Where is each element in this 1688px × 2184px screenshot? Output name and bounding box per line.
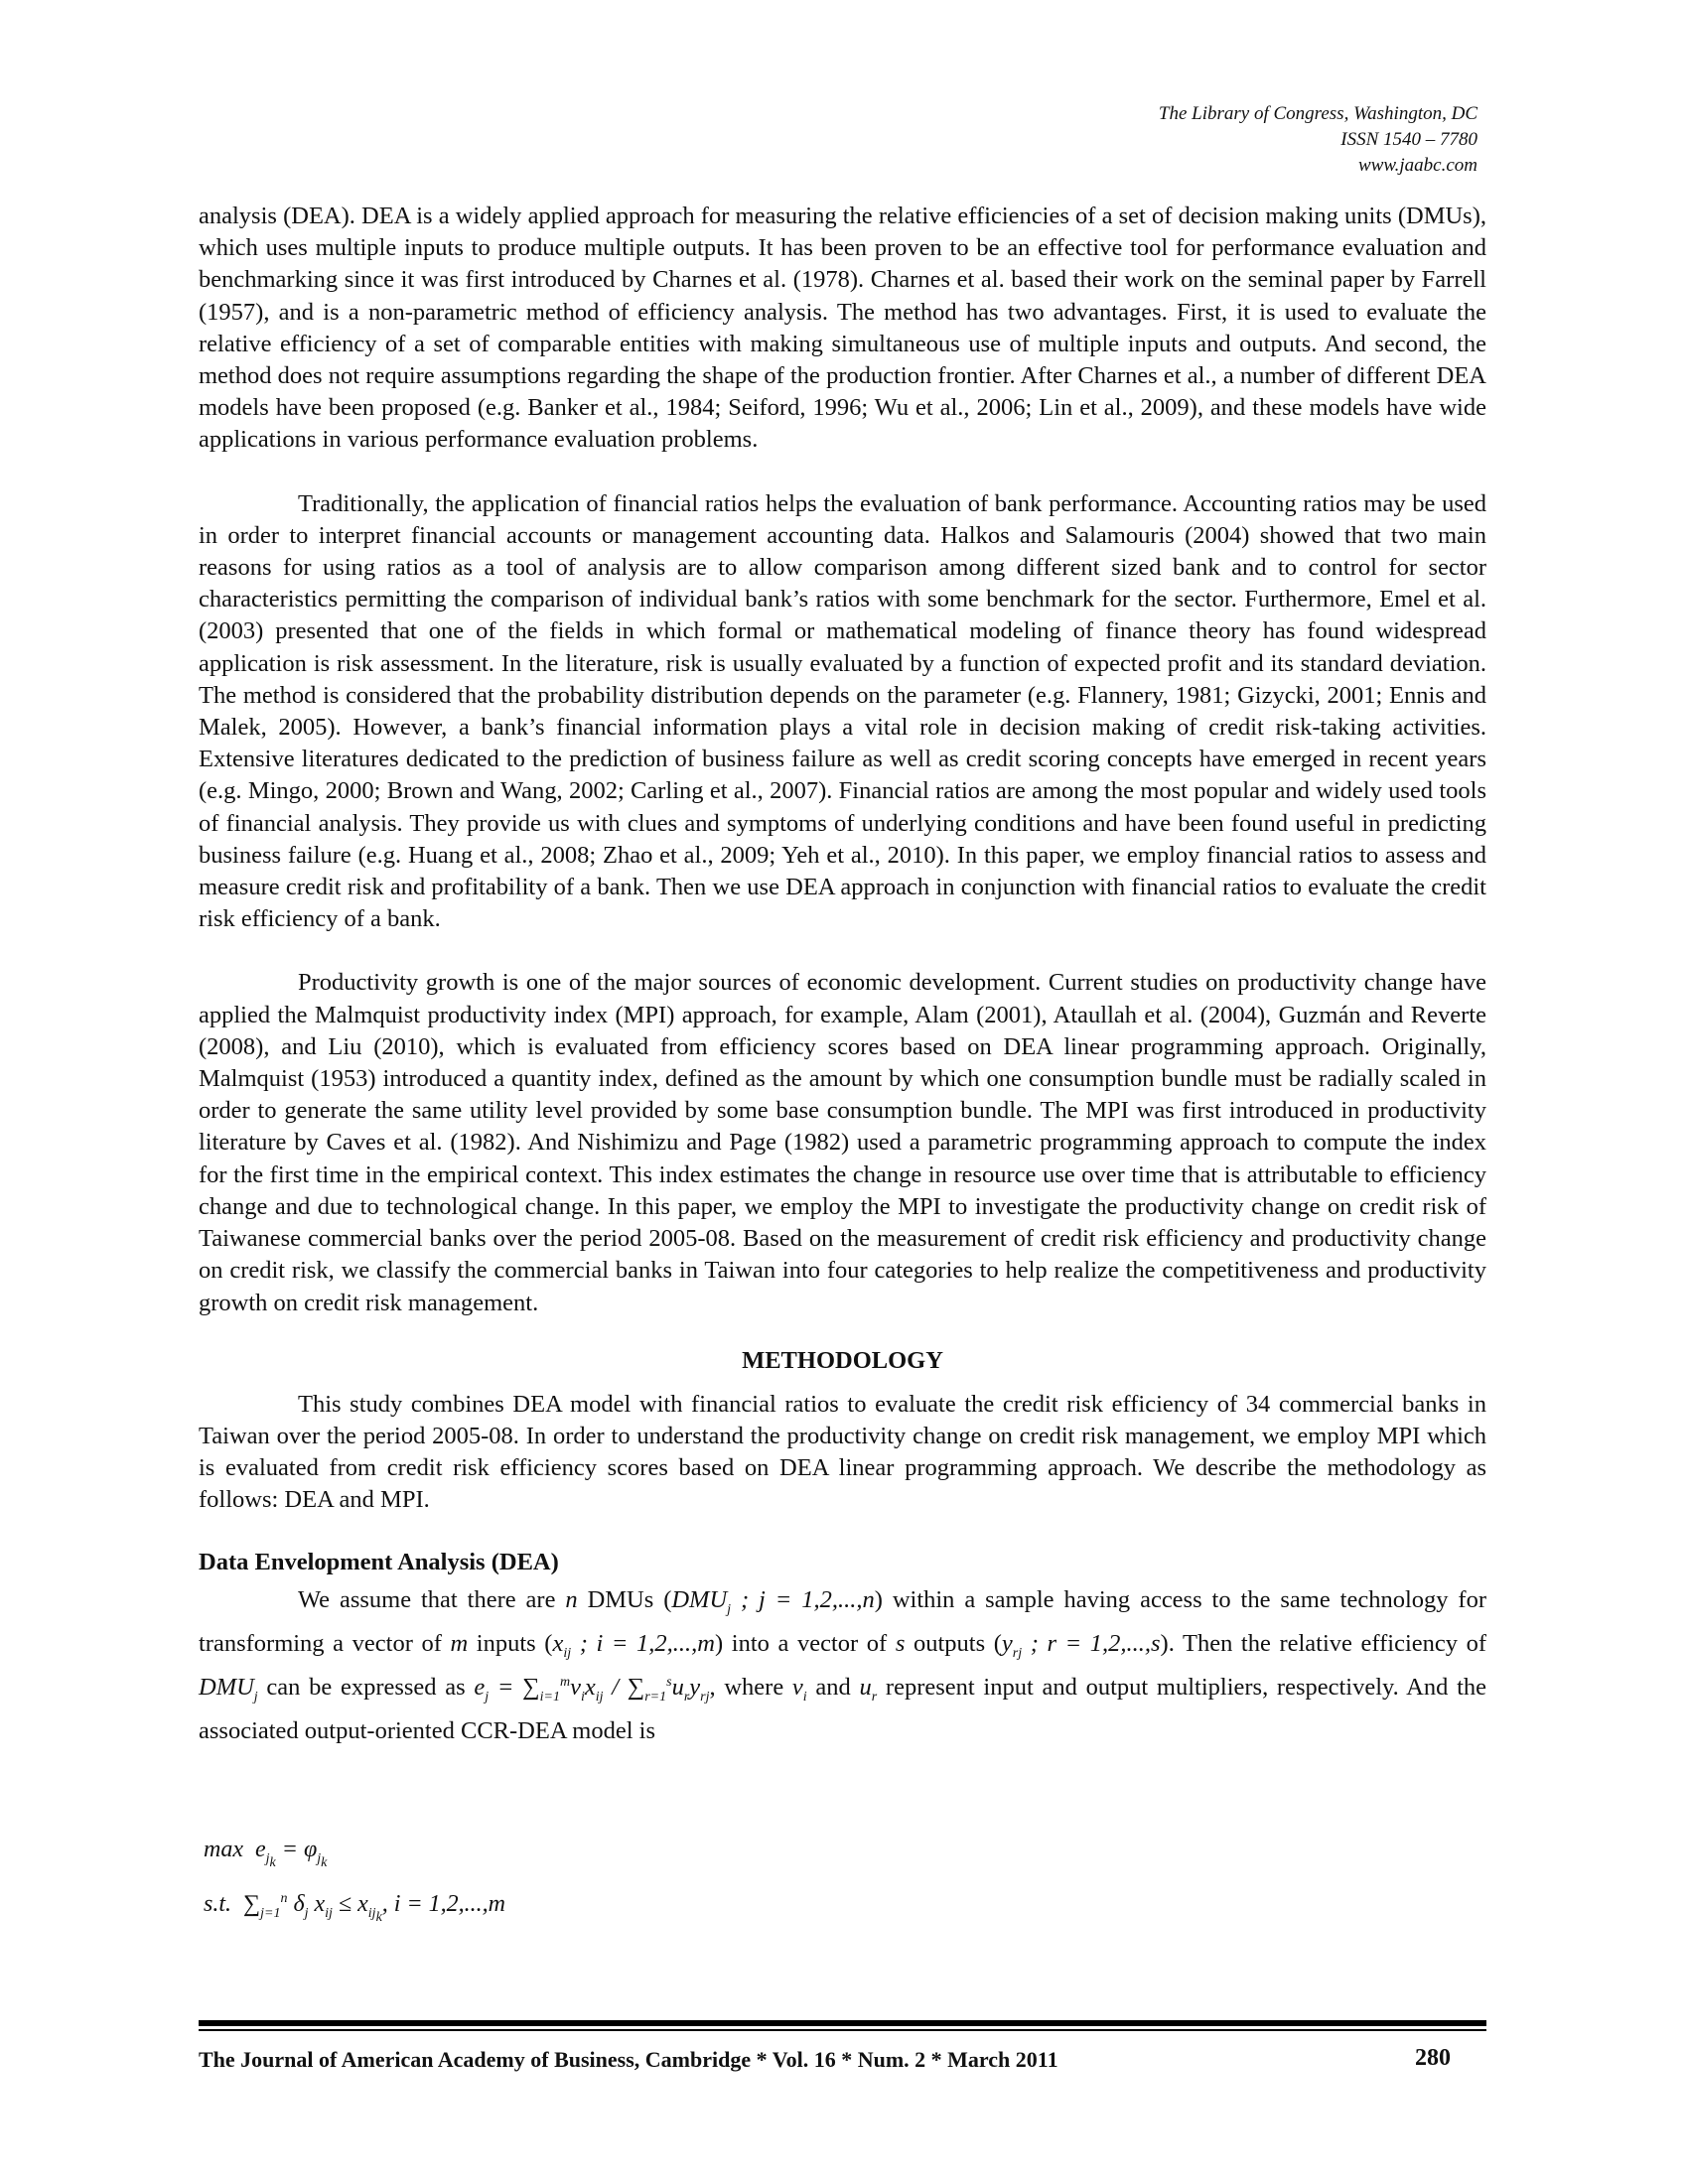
subsection-heading-dea: Data Envelopment Analysis (DEA) xyxy=(199,1548,559,1575)
header-url: www.jaabc.com xyxy=(1358,155,1477,176)
paragraph-dea-intro: analysis (DEA). DEA is a widely applied approach for measuring the relative efficiencies of a set of decision making units (DMUs), which uses multiple inputs to produce multiple outputs. It has been proven to be an effective tool for performance evaluation and benchmarking since it was first introduced by Charnes et al. (1978). Charnes et al. based their work on the seminal paper by Farrell (1957), and is a non-parametric method of efficiency analysis. The method has two advantages. First, it is used to evaluate the relative efficiency of a set of comparable entities with making simultaneous use of multiple inputs and outputs. And second, the method does not require assumptions regarding the shape of the production frontier. After Charnes et al., a number of different DEA models have been proposed (e.g. Banker et al., 1984; Seiford, 1996; Wu et al., 2006; Lin et al., 2009), and these models have wide applications in various performance evaluation problems. xyxy=(199,203,1486,454)
running-header xyxy=(1159,101,1477,179)
header-issn: ISSN 1540 – 7780 xyxy=(1340,129,1477,150)
footer-rule-thin xyxy=(199,2029,1486,2031)
main-text xyxy=(199,201,1486,1753)
paragraph-dea-model: We assume that there are n DMUs ($DMU_j$ ; j = 1,2,...,n) within a sample having access to the same technology for transforming a vector of m inputs ($x_{ij}$ ; i = 1,2,...,m) into a vector of s outputs ($y_{rj}$ ; r = 1,2,...,s). Then the relative efficiency of $DMU_j$ can be expressed as $e_j = \sum_{i=1}^mv_ix_{ij} / \sum_{r=1}^su_ry_{rj}$, where $v_i$ and $u_r$ represent input and output multipliers, respectively. And the associated output-oriented CCR-DEA model is xyxy=(199,1585,1487,1744)
paragraph-financial-ratios: Traditionally, the application of financial ratios helps the evaluation of bank performance. Accounting ratios may be used in order to interpret financial accounts or management accounting data. Halkos and Salamouris (2004) showed that two main reasons for using ratios as a tool of analysis are to allow comparison among different sized bank and to control for sector characteristics permitting the comparison of individual bank’s ratios with some benchmark for the sector. Furthermore, Emel et al. (2003) presented that one of the fields in which formal or mathematical modeling of finance theory has found widespread application is risk assessment. In the literature, risk is usually evaluated by a function of expected profit and its standard deviation. The method is considered that the probability distribution depends on the parameter (e.g. Flannery, 1981; Gizycki, 2001; Ennis and Malek, 2005). However, a bank’s financial information plays a vital role in decision making of credit risk-taking activities. Extensive literatures dedicated to the prediction of business failure as well as credit scoring concepts have emerged in recent years (e.g. Mingo, 2000; Brown and Wang, 2002; Carling et al., 2007). Financial ratios are among the most popular and widely used tools of financial analysis. They provide us with clues and symptoms of underlying conditions and have been found useful in predicting business failure (e.g. Huang et al., 2008; Zhao et al., 2009; Yeh et al., 2010). In this paper, we employ financial ratios to assess and measure credit risk and profitability of a bank. Then we use DEA approach in conjunction with financial ratios to evaluate the credit risk efficiency of a bank. xyxy=(199,489,1486,933)
section-heading-methodology: METHODOLOGY xyxy=(742,1346,943,1374)
page-number: 280 xyxy=(1415,2045,1451,2071)
paragraph-methodology: This study combines DEA model with financial ratios to evaluate the credit risk efficiency of 34 commercial banks in Taiwan over the period 2005-08. In order to understand the productivity change on credit risk management, we employ MPI which is evaluated from credit risk efficiency scores based on DEA linear programming approach. We describe the methodology as follows: DEA and MPI. xyxy=(199,1390,1486,1514)
footer-journal: The Journal of American Academy of Business, Cambridge * Vol. 16 * Num. 2 * March 2011 xyxy=(199,2047,1058,2072)
header-library: The Library of Congress, Washington, DC xyxy=(1158,103,1477,124)
formula-objective: $\max e_{j_k} = \varphi_{j_k}$ xyxy=(204,1837,328,1870)
formula-constraint: s.t. $\sum_{j=1}^n$ $\delta_j$ $x_{ij} \le x_{ij_k}$, i = 1,2,...,m xyxy=(204,1891,505,1925)
footer-rule xyxy=(199,2020,1486,2026)
paragraph-productivity: Productivity growth is one of the major sources of economic development. Current studies on productivity change have applied the Malmquist productivity index (MPI) approach, for example, Alam (2001), Ataullah et al. (2004), Guzmán and Reverte (2008), and Liu (2010), which is evaluated from efficiency scores based on DEA linear programming approach. Originally, Malmquist (1953) introduced a quantity index, defined as the amount by which one consumption bundle must be radially scaled in order to generate the same utility level provided by some base consumption bundle. The MPI was first introduced in productivity literature by Caves et al. (1982). And Nishimizu and Page (1982) used a parametric programming approach to compute the index for the first time in the empirical context. This index estimates the change in resource use over time that is attributable to efficiency change and due to technological change. In this paper, we employ the MPI to investigate the productivity change on credit risk of Taiwanese commercial banks over the period 2005-08. Based on the measurement of credit risk efficiency and productivity change on credit risk, we classify the commercial banks in Taiwan into four categories to help realize the competitiveness and productivity growth on credit risk management. xyxy=(199,969,1486,1316)
